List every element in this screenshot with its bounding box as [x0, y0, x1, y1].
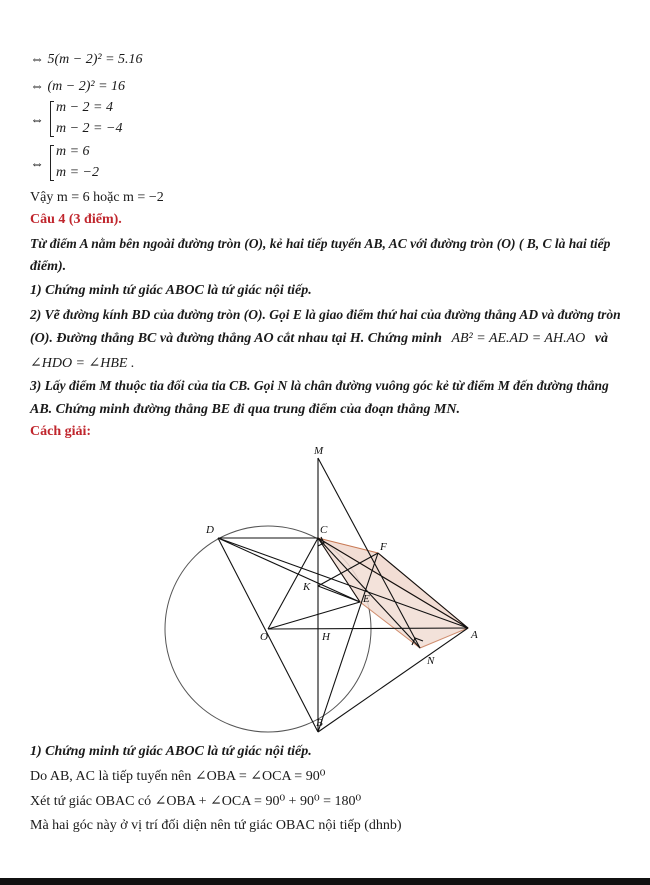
part2-and: và — [594, 331, 608, 346]
step-3-case-a: m − 2 = 4 — [56, 100, 114, 115]
sub1-title: 1) Chứng minh tứ giác ABOC là tứ giác nội tiếp. — [30, 744, 312, 759]
label-n: N — [427, 655, 435, 667]
sub1-line-1: Do AB, AC là tiếp tuyến nên ∠OBA = ∠OCA = 90⁰ — [30, 769, 326, 784]
question-title: Câu 4 (3 điểm). — [30, 212, 122, 227]
geometry-figure — [150, 440, 490, 735]
question-part-3-line-1: 3) Lấy điểm M thuộc tia đối của tia CB. Gọi N là chân đường vuông góc kẻ từ điểm M đến đường thẳng — [30, 378, 609, 393]
step-3-arrow: ⇔ — [30, 113, 44, 128]
part2-formula: AB² = AE.AD = AH.AO — [451, 331, 586, 346]
question-part-1: 1) Chứng minh tứ giác ABOC là tứ giác nội tiếp. — [30, 283, 312, 298]
label-f: F — [380, 541, 387, 553]
bottom-bar — [0, 878, 650, 885]
question-part-3-line-2: AB. Chứng minh đường thẳng BE đi qua trung điểm của đoạn thẳng MN. — [30, 402, 461, 417]
sub1-line-2: Xét tứ giác OBAC có ∠OBA + ∠OCA = 90⁰ + 90⁰ = 180⁰ — [30, 794, 362, 809]
label-k: K — [303, 581, 311, 593]
label-a: A — [471, 629, 478, 641]
step-1: ⇔ 5(m − 2)² = 5.16 — [30, 52, 143, 67]
part2-text: (O). Đường thẳng BC và đường thẳng AO cắt nhau tại H. Chứng minh — [30, 331, 442, 346]
step-4-brace — [50, 145, 51, 181]
label-d: D — [206, 524, 214, 536]
step-3-brace — [50, 101, 51, 137]
question-intro-2: điểm). — [30, 259, 67, 274]
label-e: E — [363, 593, 370, 605]
step-4-case-b: m = −2 — [56, 165, 100, 180]
label-b: B — [316, 717, 323, 729]
question-part-2-line-3: ∠HDO = ∠HBE . — [30, 356, 135, 371]
conclusion: Vậy m = 6 hoặc m = −2 — [30, 190, 164, 205]
label-h: H — [322, 631, 330, 643]
step-2: ⇔ (m − 2)² = 16 — [30, 79, 126, 94]
label-m: M — [314, 445, 324, 457]
question-part-2-line-1: 2) Vẽ đường kính BD của đường tròn (O). Gọi E là giao điểm thứ hai của đường thẳng AD và đường tròn — [30, 307, 621, 322]
question-part-2-line-2 — [30, 331, 608, 347]
label-o: O — [260, 631, 268, 643]
label-c: C — [320, 524, 328, 536]
sub1-line-3: Mà hai góc này ở vị trí đối diện nên tứ giác OBAC nội tiếp (dhnb) — [30, 818, 402, 833]
question-intro-1: Từ điểm A nằm bên ngoài đường tròn (O), kẻ hai tiếp tuyến AB, AC với đường tròn (O) ( B, C là hai tiếp — [30, 236, 611, 251]
step-4-arrow: ⇔ — [30, 157, 44, 172]
solution-label: Cách giải: — [30, 424, 92, 439]
step-4-case-a: m = 6 — [56, 144, 90, 159]
step-3-case-b: m − 2 = −4 — [56, 121, 123, 136]
